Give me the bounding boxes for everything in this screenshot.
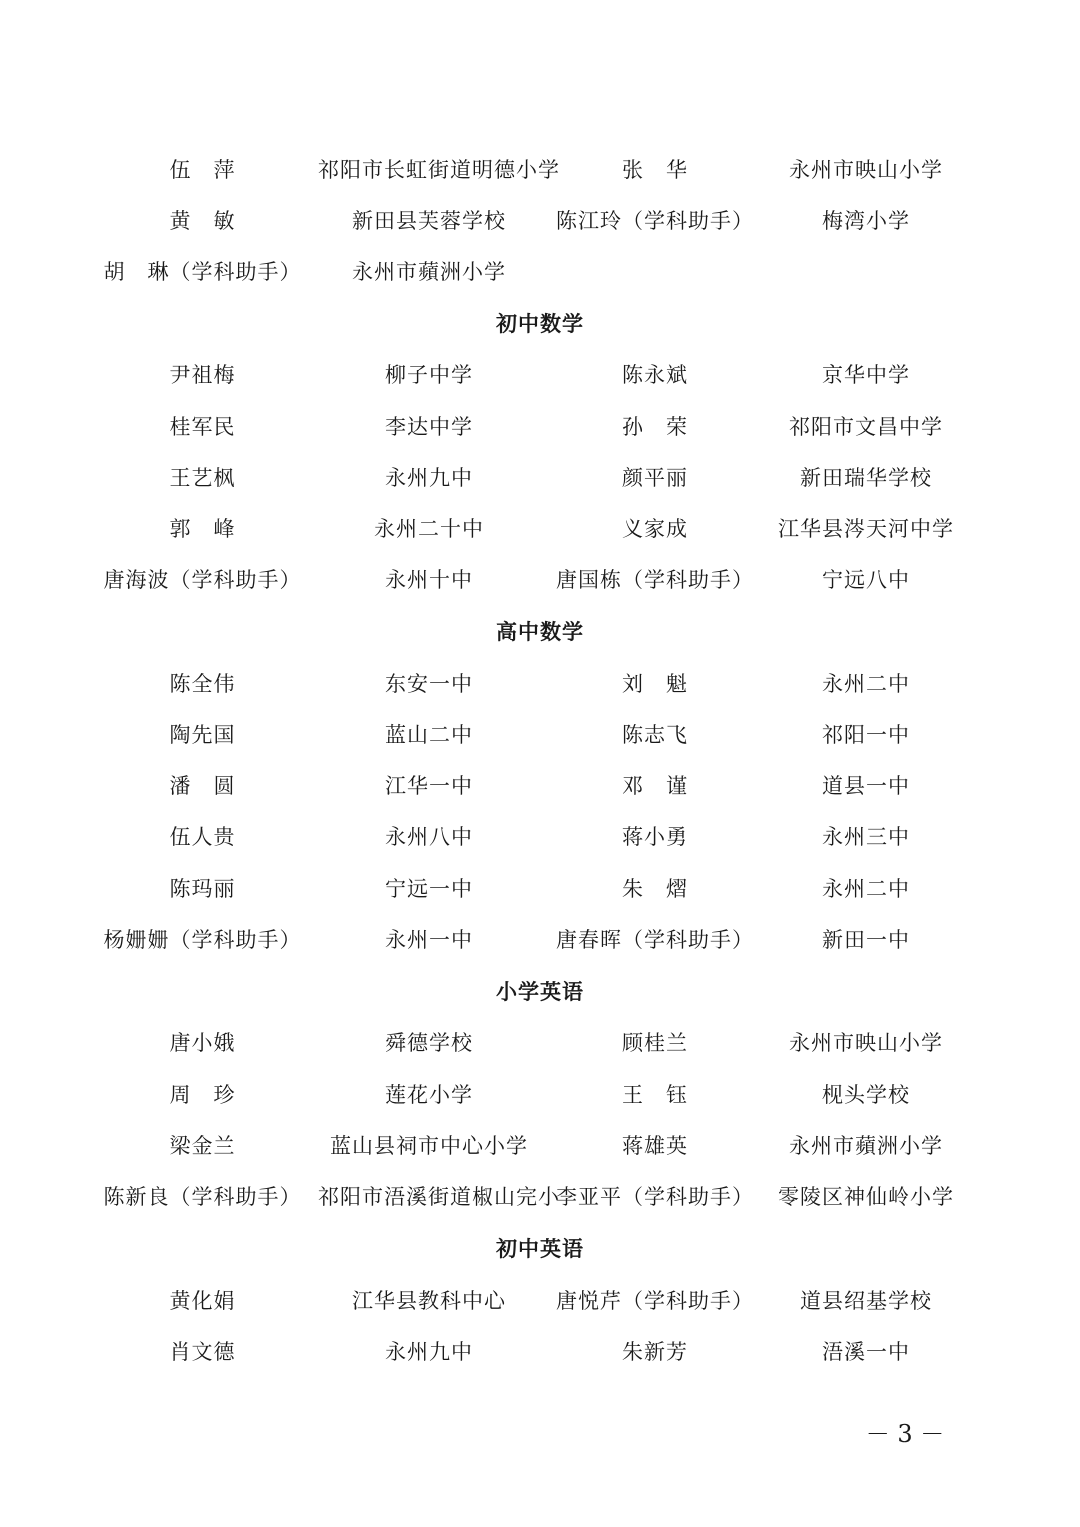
school-cell: 蓝山县祠市中心小学: [330, 1134, 528, 1158]
name-cell: 黄 敏: [169, 209, 236, 233]
school-cell: 东安一中: [385, 672, 473, 696]
school-cell: 新田县芙蓉学校: [352, 209, 506, 233]
school-cell: 浯溪一中: [822, 1340, 910, 1364]
school-cell: 永州十中: [385, 568, 473, 592]
school-cell: 祁阳市长虹街道明德小学: [318, 158, 560, 182]
name-cell: 刘 魁: [622, 672, 688, 696]
table-row: [0, 509, 1080, 549]
name-cell: 唐春晖（学科助手）: [556, 928, 754, 952]
name-cell: 尹祖梅: [169, 363, 236, 387]
name-cell: 唐小娥: [169, 1031, 236, 1055]
table-row: [0, 920, 1080, 960]
table-row: [0, 1281, 1080, 1321]
section-heading: 初中英语: [496, 1236, 584, 1261]
school-cell: 永州三中: [822, 825, 910, 849]
school-cell: 道县绍基学校: [800, 1289, 932, 1313]
name-cell: 胡 琳（学科助手）: [103, 260, 302, 284]
school-cell: 柳子中学: [385, 363, 473, 387]
name-cell: 蒋雄英: [622, 1134, 688, 1158]
table-row: [0, 252, 1080, 292]
table-row: [0, 458, 1080, 498]
school-cell: 京华中学: [822, 363, 910, 387]
name-cell: [555, 252, 755, 292]
school-cell: 永州二十中: [374, 517, 484, 541]
school-cell: [768, 252, 964, 292]
name-cell: 黄化娟: [169, 1289, 236, 1313]
name-cell: 唐海波（学科助手）: [103, 568, 302, 592]
table-row: [0, 1075, 1080, 1115]
school-cell: 蓝山二中: [385, 723, 473, 747]
name-cell: 义家成: [622, 517, 688, 541]
name-cell: 伍人贵: [169, 825, 236, 849]
section-heading: 小学英语: [496, 979, 584, 1004]
school-cell: 宁远一中: [385, 877, 473, 901]
name-cell: 陈全伟: [169, 672, 236, 696]
school-cell: 祁阳市文昌中学: [789, 415, 943, 439]
table-row: [0, 766, 1080, 806]
name-cell: 朱 熠: [622, 877, 688, 901]
school-cell: 宁远八中: [822, 568, 910, 592]
school-cell: 永州一中: [385, 928, 473, 952]
table-row: [0, 201, 1080, 241]
name-cell: 唐悦芹（学科助手）: [556, 1289, 754, 1313]
name-cell: 潘 圆: [169, 774, 236, 798]
page-number: － 3 －: [865, 1420, 945, 1448]
table-row: [0, 664, 1080, 704]
school-cell: 新田瑞华学校: [800, 466, 932, 490]
name-cell: 张 华: [622, 158, 688, 182]
school-cell: 江华一中: [385, 774, 473, 798]
table-row: [0, 1126, 1080, 1166]
table-row: [0, 560, 1080, 600]
school-cell: 新田一中: [822, 928, 910, 952]
name-cell: 肖文德: [169, 1340, 236, 1364]
name-cell: 陈新良（学科助手）: [103, 1185, 302, 1209]
name-cell: 颜平丽: [622, 466, 688, 490]
name-cell: 孙 荣: [622, 415, 688, 439]
school-cell: 永州八中: [385, 825, 473, 849]
school-cell: 舜德学校: [385, 1031, 473, 1055]
name-cell: 顾桂兰: [622, 1031, 688, 1055]
school-cell: 李达中学: [385, 415, 473, 439]
name-cell: 唐国栋（学科助手）: [556, 568, 754, 592]
table-row: [0, 869, 1080, 909]
school-cell: 祁阳一中: [822, 723, 910, 747]
name-cell: 郭 峰: [169, 517, 236, 541]
section-heading: 高中数学: [496, 619, 584, 644]
school-cell: 永州市映山小学: [789, 158, 943, 182]
school-cell: 道县一中: [822, 774, 910, 798]
name-cell: 蒋小勇: [622, 825, 688, 849]
name-cell: 李亚平（学科助手）: [556, 1185, 754, 1209]
school-cell: 永州九中: [385, 466, 473, 490]
school-cell: 枧头学校: [822, 1083, 910, 1107]
school-cell: 永州市蘋洲小学: [352, 260, 506, 284]
name-cell: 杨姗姗（学科助手）: [103, 928, 302, 952]
name-cell: 周 珍: [169, 1083, 236, 1107]
school-cell: 永州二中: [822, 672, 910, 696]
table-row: [0, 1023, 1080, 1063]
table-row: [0, 150, 1080, 190]
name-cell: 伍 萍: [169, 158, 236, 182]
name-cell: 陈志飞: [622, 723, 688, 747]
school-cell: 江华县涔天河中学: [778, 517, 954, 541]
table-row: [0, 1177, 1080, 1217]
school-cell: 莲花小学: [385, 1083, 473, 1107]
school-cell: 零陵区神仙岭小学: [778, 1185, 954, 1209]
name-cell: 邓 谨: [622, 774, 688, 798]
school-cell: 祁阳市浯溪街道椒山完小: [318, 1185, 560, 1209]
table-row: [0, 407, 1080, 447]
name-cell: 陈江玲（学科助手）: [556, 209, 754, 233]
name-cell: 陶先国: [169, 723, 236, 747]
name-cell: 王艺枫: [169, 466, 236, 490]
school-cell: 梅湾小学: [822, 209, 910, 233]
school-cell: 永州二中: [822, 877, 910, 901]
table-row: [0, 817, 1080, 857]
name-cell: 朱新芳: [622, 1340, 688, 1364]
school-cell: 永州九中: [385, 1340, 473, 1364]
table-row: [0, 715, 1080, 755]
school-cell: 江华县教科中心: [352, 1289, 506, 1313]
name-cell: 王 钰: [622, 1083, 688, 1107]
table-row: [0, 355, 1080, 395]
school-cell: 永州市蘋洲小学: [789, 1134, 943, 1158]
section-heading: 初中数学: [496, 311, 584, 336]
name-cell: 陈玛丽: [169, 877, 236, 901]
school-cell: 永州市映山小学: [789, 1031, 943, 1055]
name-cell: 梁金兰: [169, 1134, 236, 1158]
name-cell: 桂军民: [169, 415, 236, 439]
name-cell: 陈永斌: [622, 363, 688, 387]
table-row: [0, 1332, 1080, 1372]
